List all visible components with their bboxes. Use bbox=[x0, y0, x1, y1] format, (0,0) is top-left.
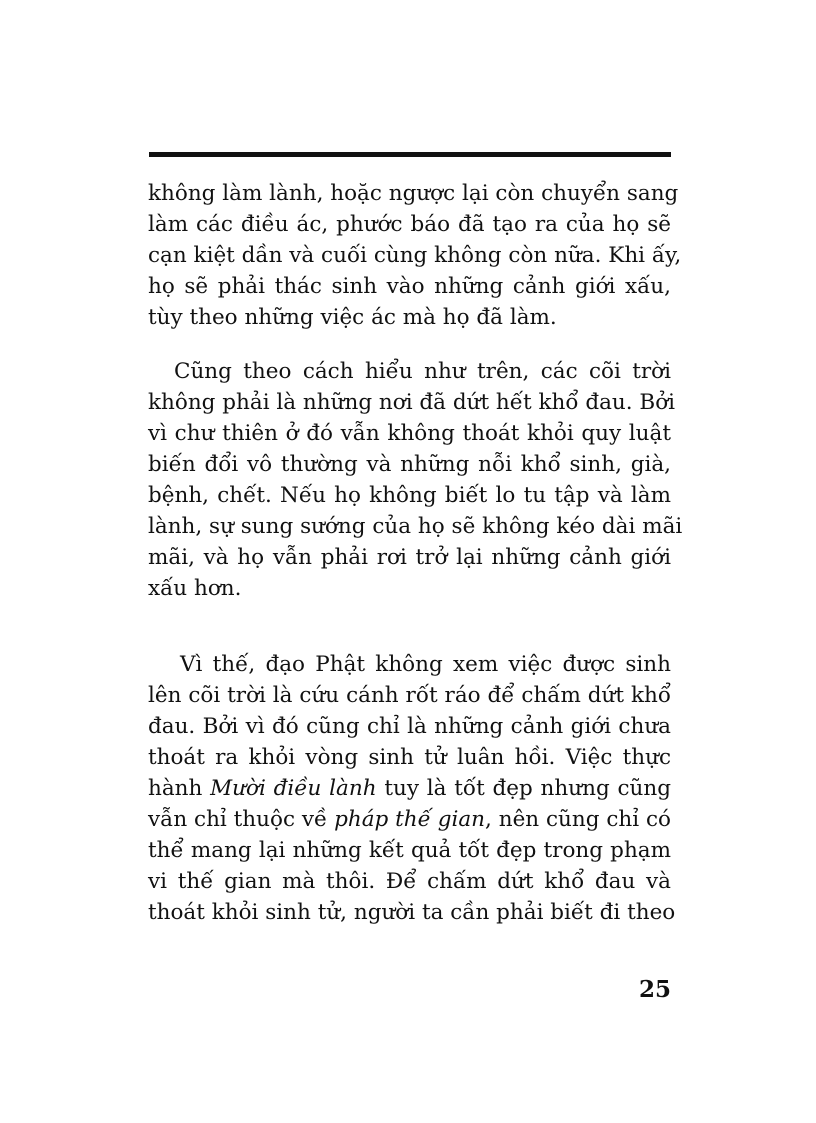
paragraph-line: tùy theo những việc ác mà họ đã làm. bbox=[148, 305, 557, 330]
text-run: tuy là tốt đẹp nhưng cũng bbox=[376, 776, 672, 801]
paragraph-2 bbox=[148, 356, 683, 604]
header-rule bbox=[149, 152, 671, 157]
text-run: , nên cũng chỉ có bbox=[485, 807, 671, 832]
paragraph-line: đau. Bởi vì đó cũng chỉ là những cảnh giới chưa bbox=[148, 714, 671, 739]
paragraph-line: không phải là những nơi đã dứt hết khổ đau. Bởi bbox=[148, 390, 676, 415]
paragraph-line: mãi, và họ vẫn phải rơi trở lại những cảnh giới bbox=[148, 545, 671, 570]
page-number: 25 bbox=[638, 976, 671, 1003]
paragraph-line: biến đổi vô thường và những nỗi khổ sinh, già, bbox=[148, 452, 671, 477]
text-run: vẫn chỉ thuộc về bbox=[148, 807, 335, 832]
paragraph-line: lên cõi trời là cứu cánh rốt ráo để chấm dứt khổ bbox=[148, 683, 671, 708]
paragraph-line: vì chư thiên ở đó vẫn không thoát khỏi quy luật bbox=[148, 421, 671, 446]
paragraph-1 bbox=[148, 178, 682, 333]
paragraph-line: bệnh, chết. Nếu họ không biết lo tu tập và làm bbox=[148, 483, 671, 508]
paragraph-line: lành, sự sung sướng của họ sẽ không kéo dài mãi bbox=[148, 514, 683, 539]
italic-term: Mười điều lành bbox=[210, 776, 377, 801]
paragraph-line: cạn kiệt dần và cuối cùng không còn nữa. Khi ấy, bbox=[148, 243, 682, 268]
paragraph-line: thoát ra khỏi vòng sinh tử luân hồi. Việc thực bbox=[148, 745, 671, 770]
paragraph-line-with-italic bbox=[148, 773, 671, 804]
paragraph-line: làm các điều ác, phước báo đã tạo ra của họ sẽ bbox=[148, 212, 671, 237]
italic-term: pháp thế gian bbox=[334, 807, 486, 832]
paragraph-line: Vì thế, đạo Phật không xem việc được sinh bbox=[180, 652, 671, 677]
paragraph-line: không làm lành, hoặc ngược lại còn chuyển sang bbox=[148, 181, 679, 206]
paragraph-line: họ sẽ phải thác sinh vào những cảnh giới xấu, bbox=[148, 274, 671, 299]
paragraph-line: vi thế gian mà thôi. Để chấm dứt khổ đau và bbox=[148, 869, 671, 894]
paragraph-line-with-italic bbox=[148, 804, 671, 835]
paragraph-line: thoát khỏi sinh tử, người ta cần phải biết đi theo bbox=[148, 900, 676, 925]
paragraph-line: Cũng theo cách hiểu như trên, các cõi trời bbox=[174, 359, 671, 384]
paragraph-3 bbox=[148, 649, 676, 928]
text-run: hành bbox=[148, 776, 211, 801]
paragraph-line: xấu hơn. bbox=[148, 576, 242, 601]
paragraph-line: thể mang lại những kết quả tốt đẹp trong phạm bbox=[148, 838, 671, 863]
